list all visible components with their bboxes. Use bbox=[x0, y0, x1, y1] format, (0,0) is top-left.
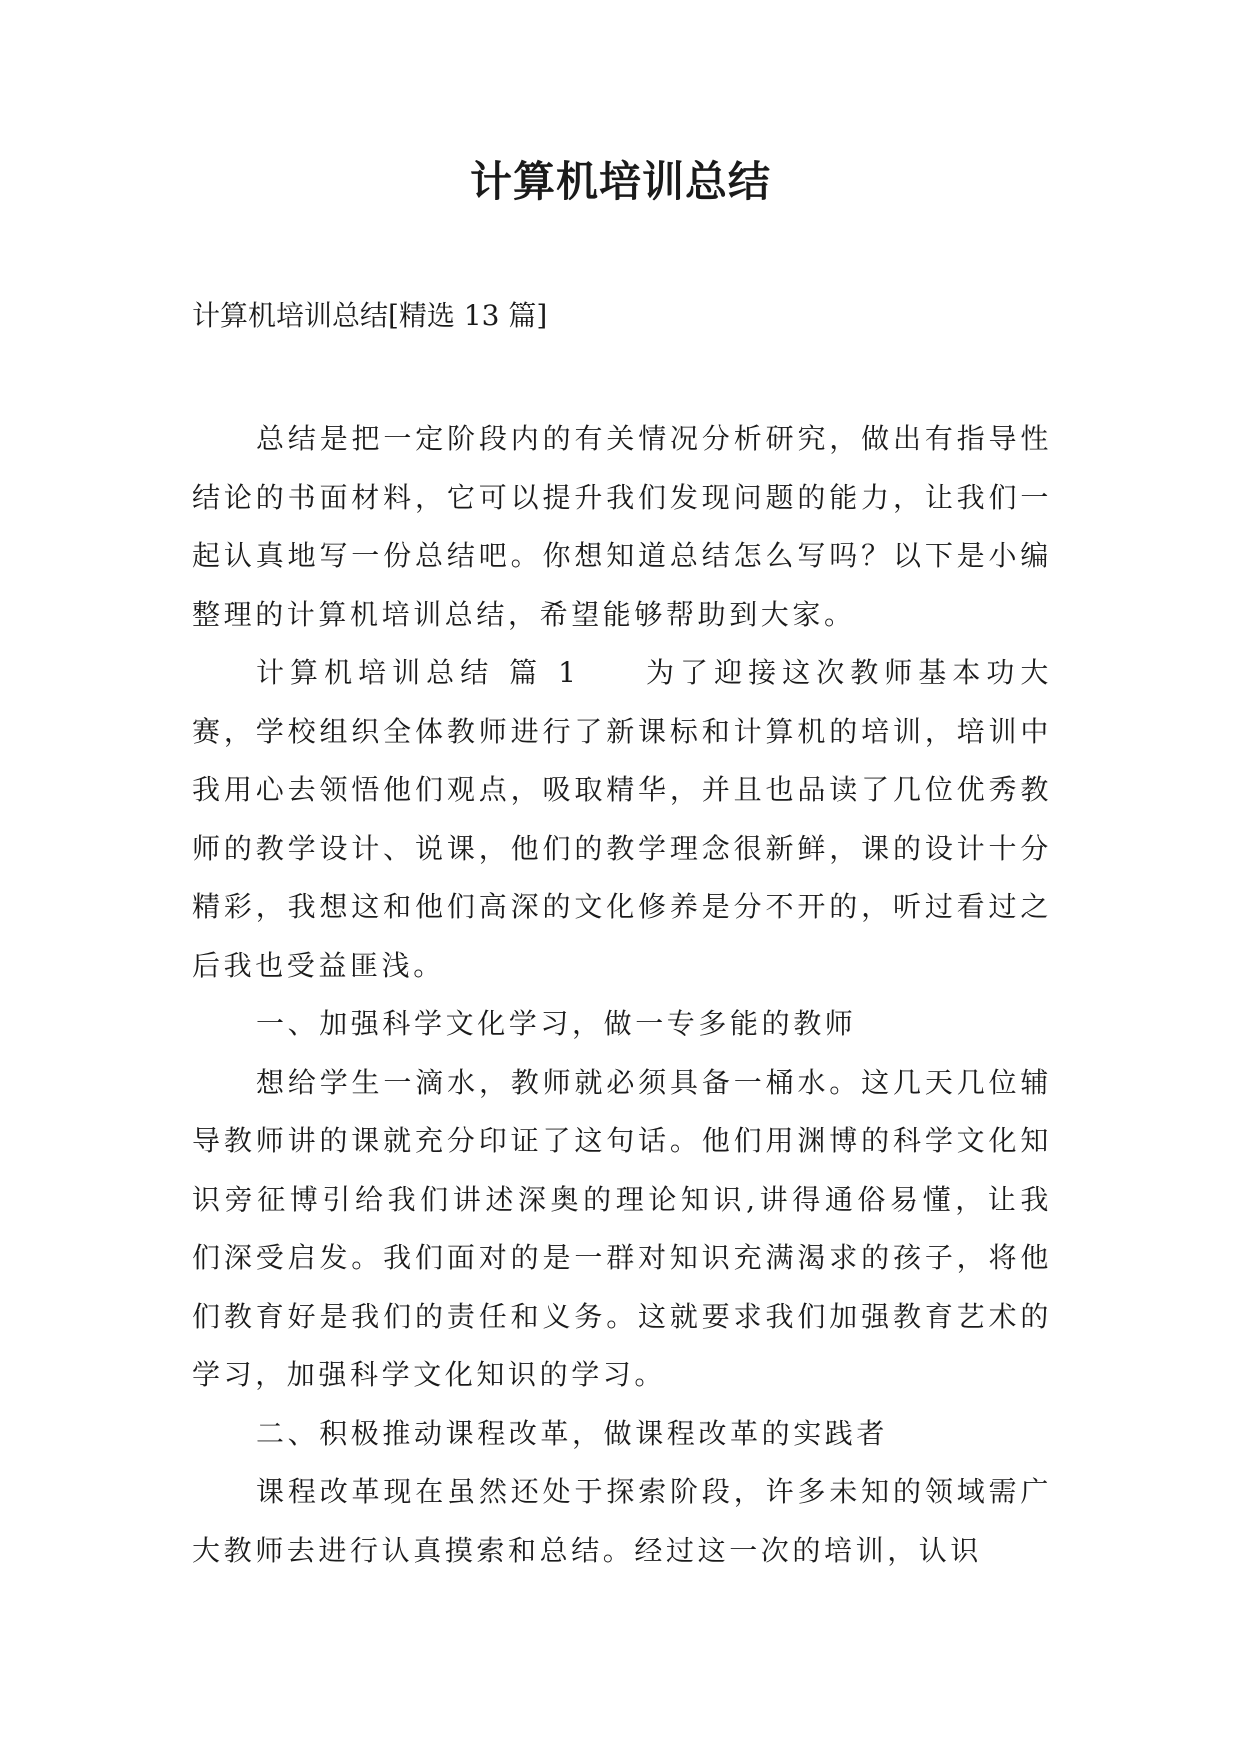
section-1-text: 为了迎接这次教师基本功大赛，学校组织全体教师进行了新课标和计算机的培训，培训中我用心去领悟他们观点，吸取精华，并且也品读了几位优秀教师的教学设计、说课，他们的教学理念很新鲜，课的设计十分精彩，我想这和他们高深的文化修养是分不开的，听过看过之后我也受益匪浅。 bbox=[192, 656, 1053, 982]
document-subtitle: 计算机培训总结[精选 13 篇] bbox=[192, 299, 548, 332]
point-1-paragraph: 想给学生一滴水，教师就必须具备一桶水。这几天几位辅导教师讲的课就充分印证了这句话。他们用渊博的科学文化知识旁征博引给我们讲述深奥的理论知识,讲得通俗易懂，让我们深受启发。我们面对的是一群对知识充满渴求的孩子，将他们教育好是我们的责任和义务。这就要求我们加强教育艺术的学习，加强科学文化知识的学习。 bbox=[192, 1065, 1052, 1391]
section-1-paragraph bbox=[192, 644, 1052, 995]
section-1-heading: 计算机培训总结 篇 1 bbox=[256, 656, 580, 689]
point-1-heading: 一、加强科学文化学习，做一专多能的教师 bbox=[256, 1007, 857, 1040]
point-2-heading: 二、积极推动课程改革，做课程改革的实践者 bbox=[256, 1416, 889, 1450]
point-2-paragraph: 课程改革现在虽然还处于探索阶段，许多未知的领域需广大教师去进行认真摸索和总结。经过这一次的培训，认识 bbox=[192, 1475, 1052, 1567]
document-body bbox=[192, 410, 1052, 1580]
intro-paragraph: 总结是把一定阶段内的有关情况分析研究，做出有指导性结论的书面材料，它可以提升我们发现问题的能力，让我们一起认真地写一份总结吧。你想知道总结怎么写吗？以下是小编整理的计算机培训总结，希望能够帮助到大家。 bbox=[192, 422, 1052, 631]
page-title: 计算机培训总结 bbox=[469, 157, 771, 206]
